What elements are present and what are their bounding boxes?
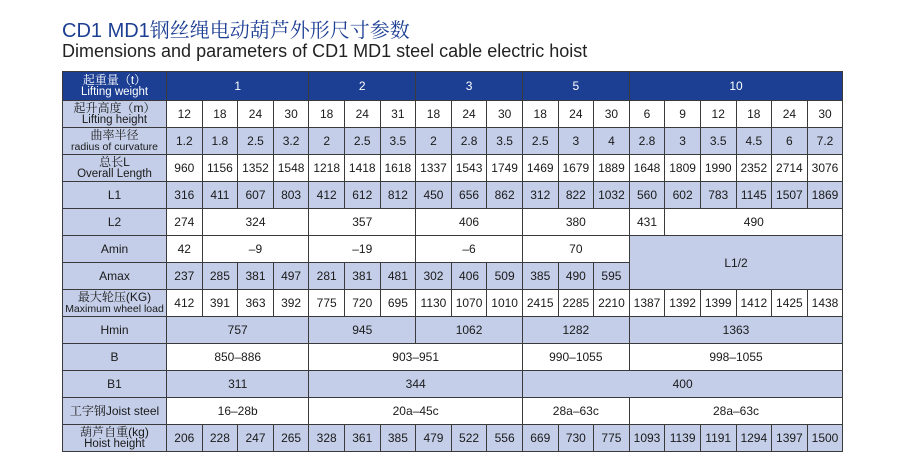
table-cell: 757 <box>167 317 309 344</box>
table-cell: 1191 <box>700 425 736 452</box>
table-cell: 1139 <box>665 425 701 452</box>
row-label: Hmin <box>63 317 167 344</box>
row-hoist-weight <box>63 425 843 452</box>
table-cell: 6 <box>772 128 808 155</box>
table-cell: 311 <box>167 371 309 398</box>
table-cell: 30 <box>594 101 630 128</box>
table-cell: 28a–63c <box>629 398 843 425</box>
table-cell: 70 <box>522 236 629 263</box>
table-cell: 3.5 <box>380 128 416 155</box>
table-cell: 3.2 <box>273 128 309 155</box>
table-cell: 302 <box>416 263 452 290</box>
table-cell: 556 <box>487 425 523 452</box>
row-b <box>63 344 843 371</box>
table-cell: 411 <box>202 182 238 209</box>
row-label: L2 <box>63 209 167 236</box>
table-cell: 1990 <box>700 155 736 182</box>
table-cell: 1548 <box>273 155 309 182</box>
table-cell: 656 <box>451 182 487 209</box>
table-cell: 1282 <box>522 317 629 344</box>
table-cell: 1507 <box>772 182 808 209</box>
table-cell: 431 <box>629 209 665 236</box>
table-cell: 385 <box>380 425 416 452</box>
row-label: 工字钢Joist steel <box>63 398 167 425</box>
table-cell: 1869 <box>807 182 843 209</box>
table-cell: 450 <box>416 182 452 209</box>
table-cell: 30 <box>273 101 309 128</box>
table-cell: 363 <box>238 290 274 317</box>
table-cell: 1218 <box>309 155 345 182</box>
table-cell: 1648 <box>629 155 665 182</box>
table-cell: 24 <box>238 101 274 128</box>
table-cell: 10 <box>629 72 843 101</box>
row-b1 <box>63 371 843 398</box>
row-amin <box>63 236 843 263</box>
table-cell: 862 <box>487 182 523 209</box>
table-cell: 4 <box>594 128 630 155</box>
table-cell: 16–28b <box>167 398 309 425</box>
table-cell: 1294 <box>736 425 772 452</box>
table-cell: 265 <box>273 425 309 452</box>
row-label: Amax <box>63 263 167 290</box>
table-cell: 312 <box>522 182 558 209</box>
row-label: Amin <box>63 236 167 263</box>
table-cell: 30 <box>807 101 843 128</box>
table-cell: 1618 <box>380 155 416 182</box>
table-cell: 237 <box>167 263 203 290</box>
table-cell: 6 <box>629 101 665 128</box>
table-cell: 1337 <box>416 155 452 182</box>
table-cell: 5 <box>522 72 629 101</box>
table-cell: 4.5 <box>736 128 772 155</box>
table-cell: 42 <box>167 236 203 263</box>
table-cell: 344 <box>309 371 523 398</box>
row-label-en: radius of curvature <box>71 141 158 153</box>
table-cell: 522 <box>451 425 487 452</box>
table-cell: 2714 <box>772 155 808 182</box>
table-cell: 607 <box>238 182 274 209</box>
table-cell: 775 <box>309 290 345 317</box>
table-cell: 381 <box>238 263 274 290</box>
table-cell: 2.5 <box>344 128 380 155</box>
table-cell: 412 <box>309 182 345 209</box>
table-cell: 479 <box>416 425 452 452</box>
table-cell: 2210 <box>594 290 630 317</box>
table-cell: 24 <box>451 101 487 128</box>
table-cell: 1010 <box>487 290 523 317</box>
table-cell: 669 <box>522 425 558 452</box>
table-cell: 18 <box>309 101 345 128</box>
table-cell: 274 <box>167 209 203 236</box>
table-cell: 24 <box>344 101 380 128</box>
table-cell: 998–1055 <box>629 344 843 371</box>
table-cell: 595 <box>594 263 630 290</box>
table-cell: 481 <box>380 263 416 290</box>
table-cell: 3 <box>665 128 701 155</box>
table-cell: 990–1055 <box>522 344 629 371</box>
table-cell: 2352 <box>736 155 772 182</box>
row-label-en: Maximum wheel load <box>65 303 164 315</box>
row-label-cn: 曲率半径 <box>90 128 139 142</box>
row-joist-steel <box>63 398 843 425</box>
table-cell: 1 <box>167 72 309 101</box>
table-cell: 7.2 <box>807 128 843 155</box>
row-label-en: Lifting weight <box>80 86 149 98</box>
table-cell: 391 <box>202 290 238 317</box>
row-label <box>63 128 167 155</box>
table-cell: 1145 <box>736 182 772 209</box>
table-cell: 2 <box>309 72 416 101</box>
row-overall-length <box>63 155 843 182</box>
table-cell: –6 <box>416 236 523 263</box>
row-radius-of-curvature <box>63 128 843 155</box>
table-cell: 490 <box>665 209 843 236</box>
row-l1 <box>63 182 843 209</box>
page-title-chinese: CD1 MD1钢丝绳电动葫芦外形尺寸参数 <box>62 20 410 42</box>
row-label <box>63 290 167 317</box>
table-cell: 1392 <box>665 290 701 317</box>
table-cell: 281 <box>309 263 345 290</box>
table-cell: 612 <box>344 182 380 209</box>
table-cell: 1500 <box>807 425 843 452</box>
table-cell: 1543 <box>451 155 487 182</box>
table-cell: 18 <box>522 101 558 128</box>
table-cell: 1070 <box>451 290 487 317</box>
table-cell: 228 <box>202 425 238 452</box>
table-cell: 822 <box>558 182 594 209</box>
table-cell: 406 <box>451 263 487 290</box>
table-cell: 509 <box>487 263 523 290</box>
table-cell: 400 <box>522 371 842 398</box>
table-cell: 18 <box>202 101 238 128</box>
table-cell: 775 <box>594 425 630 452</box>
table-cell: 1425 <box>772 290 808 317</box>
row-label-cn: 起重量（t） <box>82 73 147 87</box>
table-cell: 1469 <box>522 155 558 182</box>
row-label-cn: 最大轮压(KG) <box>77 290 152 304</box>
table-cell: 2.5 <box>522 128 558 155</box>
table-cell: 328 <box>309 425 345 452</box>
row-lifting-weight <box>63 72 843 101</box>
table-cell: 490 <box>558 263 594 290</box>
table-cell: 2415 <box>522 290 558 317</box>
row-label-cn: 葫芦自重(kg) <box>80 425 149 439</box>
table-cell: 560 <box>629 182 665 209</box>
row-label: L1 <box>63 182 167 209</box>
table-cell: 31 <box>380 101 416 128</box>
table-cell: 1363 <box>629 317 843 344</box>
table-cell: 406 <box>416 209 523 236</box>
table-cell: 3 <box>416 72 523 101</box>
table-cell: 2.8 <box>629 128 665 155</box>
table-cell: 1032 <box>594 182 630 209</box>
table-cell: 720 <box>344 290 380 317</box>
row-label-en: Lifting height <box>81 114 148 126</box>
table-cell: 1412 <box>736 290 772 317</box>
table-cell: 1749 <box>487 155 523 182</box>
table-cell: 12 <box>167 101 203 128</box>
table-cell: 695 <box>380 290 416 317</box>
table-cell: 2.5 <box>238 128 274 155</box>
table-cell: 3.5 <box>487 128 523 155</box>
table-cell: 1.2 <box>167 128 203 155</box>
table-cell: 380 <box>522 209 629 236</box>
row-label <box>63 72 167 101</box>
table-cell: 9 <box>665 101 701 128</box>
table-cell: 1130 <box>416 290 452 317</box>
table-cell: 385 <box>522 263 558 290</box>
table-cell: 602 <box>665 182 701 209</box>
row-label <box>63 155 167 182</box>
table-cell: 324 <box>202 209 309 236</box>
table-cell: 3 <box>558 128 594 155</box>
table-cell: 381 <box>344 263 380 290</box>
table-cell: 1093 <box>629 425 665 452</box>
table-cell: –19 <box>309 236 416 263</box>
table-cell: 1397 <box>772 425 808 452</box>
row-label: B <box>63 344 167 371</box>
table-cell: 28a–63c <box>522 398 629 425</box>
table-cell: 497 <box>273 263 309 290</box>
table-cell: 316 <box>167 182 203 209</box>
row-lifting-height <box>63 101 843 128</box>
table-cell: 1418 <box>344 155 380 182</box>
table-cell: 2 <box>309 128 345 155</box>
row-label-cn: 起升高度（m） <box>73 101 156 115</box>
table-cell: 1438 <box>807 290 843 317</box>
table-cell: 18 <box>416 101 452 128</box>
table-cell: 2285 <box>558 290 594 317</box>
table-cell: 1399 <box>700 290 736 317</box>
row-label: B1 <box>63 371 167 398</box>
table-cell: 20a–45c <box>309 398 523 425</box>
table-cell: 1156 <box>202 155 238 182</box>
table-cell: 24 <box>772 101 808 128</box>
row-l2 <box>63 209 843 236</box>
table-cell: 803 <box>273 182 309 209</box>
row-maximum-wheel-load <box>63 290 843 317</box>
table-cell-merged: L1/2 <box>629 236 843 290</box>
row-label <box>63 425 167 452</box>
page-title-english: Dimensions and parameters of CD1 MD1 steel cable electric hoist <box>62 41 588 61</box>
table-cell: 412 <box>167 290 203 317</box>
table-cell: 1679 <box>558 155 594 182</box>
row-hmin <box>63 317 843 344</box>
table-cell: 357 <box>309 209 416 236</box>
table-cell: 3.5 <box>700 128 736 155</box>
table-cell: 361 <box>344 425 380 452</box>
table-cell: 3076 <box>807 155 843 182</box>
row-label <box>63 101 167 128</box>
table-cell: 945 <box>309 317 416 344</box>
table-cell: 1062 <box>416 317 523 344</box>
table-cell: 24 <box>558 101 594 128</box>
table-cell: 2 <box>416 128 452 155</box>
table-cell: 30 <box>487 101 523 128</box>
table-cell: 392 <box>273 290 309 317</box>
dimensions-table <box>62 71 843 452</box>
table-cell: 1809 <box>665 155 701 182</box>
row-label-en: Overall Length <box>77 168 152 180</box>
table-cell: 903–951 <box>309 344 523 371</box>
table-cell: –9 <box>202 236 309 263</box>
table-cell: 2.8 <box>451 128 487 155</box>
table-cell: 18 <box>736 101 772 128</box>
row-label-cn: 总长L <box>99 155 130 169</box>
table-cell: 1.8 <box>202 128 238 155</box>
table-cell: 247 <box>238 425 274 452</box>
row-label-en: Hoist height <box>84 438 145 450</box>
table-cell: 1889 <box>594 155 630 182</box>
table-cell: 850–886 <box>167 344 309 371</box>
table-cell: 730 <box>558 425 594 452</box>
table-cell: 1387 <box>629 290 665 317</box>
table-cell: 12 <box>700 101 736 128</box>
table-cell: 783 <box>700 182 736 209</box>
table-cell: 1352 <box>238 155 274 182</box>
table-cell: 960 <box>167 155 203 182</box>
table-cell: 812 <box>380 182 416 209</box>
table-cell: 285 <box>202 263 238 290</box>
table-cell: 206 <box>167 425 203 452</box>
